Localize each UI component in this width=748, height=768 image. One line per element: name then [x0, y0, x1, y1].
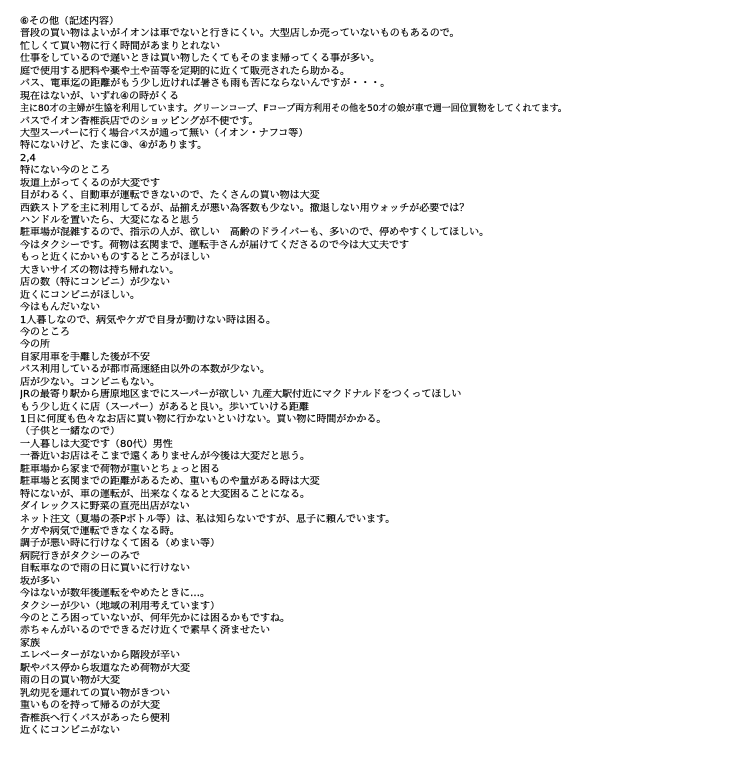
response-line: 調子が悪い時に行けなくて困る（めまい等）: [20, 538, 220, 550]
response-line: ダイレックスに野菜の直売出店がない: [20, 501, 190, 513]
response-line: 仕事をしているので遅いときは買い物したくてもそのまま帰ってくる事が多い。: [20, 53, 380, 65]
response-line: 坂道上がってくるのが大変です: [20, 177, 160, 189]
response-line: 今はタクシーです。荷物は玄関まで、運転手さんが届けてくださるので今は大丈夫です: [20, 239, 409, 251]
response-line: 赤ちゃんがいるのでできるだけ近くで素早く済ませたい: [20, 625, 270, 637]
response-line: もう少し近くに店（スーパー）があると良い。歩いていける距離: [20, 401, 309, 413]
response-line: 忙しくて買い物に行く時間があまりとれない: [20, 40, 220, 52]
response-line: エレベーターがないから階段が辛い: [20, 650, 180, 662]
response-line: バス、電車迄の距離がもう少し近ければ暑さも雨も苦にならないんですが・・・。: [20, 78, 391, 90]
response-line: 近くにコンビニがない: [20, 724, 120, 736]
response-line: 普段の買い物はよいがイオンは車でないと行きにくい。大型店しか売っていないものもあるので。: [20, 28, 460, 40]
response-line: 現在はないが、いずれ④の時がくる: [20, 90, 179, 102]
response-line: 特にない今のところ: [20, 165, 110, 177]
response-line: 主に80才の主婦が生協を利用しています。グリーンコープ、Fコープ両方利用その他を50才の娘が車で週一回位買物をしてくれてます。: [20, 104, 567, 115]
response-line: 今の所: [20, 339, 50, 351]
response-line: 大きいサイズの物は持ち帰れない。: [20, 264, 180, 276]
response-line: 店の数（特にコンビニ）が少ない: [20, 277, 170, 289]
response-line: 一人暮しは大変です（80代）男性: [20, 438, 173, 450]
response-line: 大型スーパーに行く場合バスが通って無い（イオン・ナフコ等）: [20, 127, 309, 139]
response-line: ケガや病気で運転できなくなる時。: [20, 525, 180, 537]
response-line: 雨の日の買い物が大変: [20, 675, 120, 687]
response-line: 今はないが数年後運転をやめたときに…。: [20, 588, 210, 600]
response-line: 今のところ: [20, 326, 70, 338]
response-line: 目がわるく、自動車が運転できないので、たくさんの買い物は大変: [20, 190, 320, 202]
response-line: 今のところ困っていないが、何年先かには困るかもですね。: [20, 613, 290, 624]
response-line: 自家用車を手離した後が不安: [20, 351, 150, 363]
response-line: 1人暮しなので、病気やケガで自身が動けない時は困る。: [20, 314, 276, 326]
response-line: 庭で使用する肥料や薬や土や苗等を定期的に近くて販売されたら助かる。: [20, 65, 350, 77]
response-line: バス利用しているが都市高速経由以外の本数が少ない。: [20, 364, 270, 376]
response-line: 病院行きがタクシーのみで: [20, 550, 140, 562]
response-line: タクシーが少い（地域の利用考えています）: [20, 600, 220, 612]
response-line: 今はもんだいない: [20, 302, 100, 314]
response-line: 駅やバス停から坂道なため荷物が大変: [20, 662, 190, 674]
response-line: 重いものを持って帰るのが大変: [20, 700, 160, 712]
response-line: 店が少ない。コンビニもない。: [20, 376, 160, 388]
response-line: 駐車場から家まで荷物が重いとちょっと困る: [20, 463, 220, 475]
response-line: 香椎浜へ行くバスがあったら便利: [20, 712, 170, 724]
response-line: 近くにコンビニがほしい。: [20, 289, 140, 301]
response-line: JRの最寄り駅から唐原地区までにスーパーが欲しい 九産大駅付近にマクドナルドをつくってほしい: [20, 389, 462, 401]
document-body: [20, 16, 744, 737]
response-line: ハンドルを置いたら、大変になると思う: [20, 215, 200, 226]
response-line: （子供と一緒なので）: [20, 426, 120, 438]
response-line: 2,4: [20, 152, 36, 164]
response-line: 坂が多い: [20, 575, 60, 587]
response-line: 一番近いお店はそこまで遠くありませんが今後は大変だと思う。: [20, 451, 310, 463]
response-line: 西鉄ストアを主に利用してるが、品揃えが悪い為客数も少ない。撤退しない用ウォッチが必要では？: [20, 202, 470, 214]
response-line: 1日に何度も色々なお店に買い物に行かないといけない。買い物に時間がかかる。: [20, 414, 387, 425]
response-line: 乳幼児を連れての買い物がきつい: [20, 687, 170, 699]
response-line: 家族: [20, 637, 40, 649]
response-line: 駐車場が混雑するので、指示の人が、欲しい 高齢のドライバーも、多いので、停めやすくしてほしい。: [20, 227, 490, 239]
section-heading: ⑥その他（記述内容）: [20, 16, 119, 27]
response-line: 特にないけど、たまに③、④があります。: [20, 140, 208, 152]
response-line: 自転車なので雨の日に買いに行けない: [20, 563, 190, 575]
response-line: ネット注文（夏場の茶Pボトル等）は、私は知らないですが、息子に頼んでいます。: [20, 513, 396, 525]
response-line: もっと近くにかいものするところがほしい: [20, 252, 210, 264]
response-line: 駐車場と玄関までの距離があるため、重いものや量がある時は大変: [20, 476, 320, 488]
response-line: 特にないが、車の運転が、出来なくなると大変困ることになる。: [20, 488, 310, 500]
response-line: バスでイオン香椎浜店でのショッピングが不便です。: [20, 115, 259, 127]
